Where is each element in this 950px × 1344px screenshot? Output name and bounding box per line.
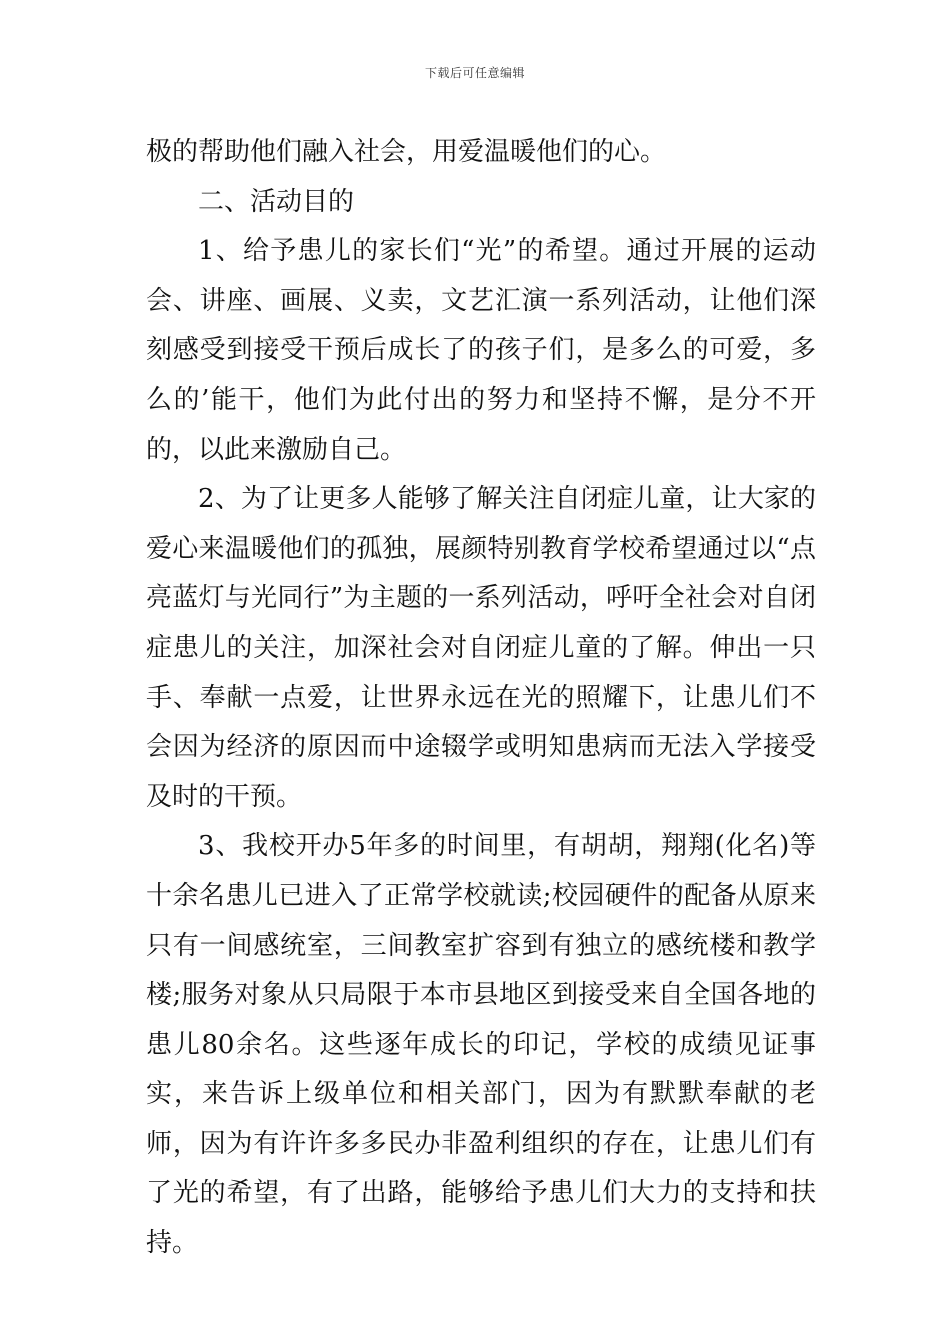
paragraph-goal-1: 1、给予患儿的家长们“光”的希望。通过开展的运动会、讲座、画展、义卖，文艺汇演一系列活动，让他们深刻感受到接受干预后成长了的孩子们，是多么的可爱，多么的’能干，他们为此付出的努力和坚持不懈，是分不开的，以此来激励自己。 <box>146 236 816 465</box>
paragraph-continuation: 极的帮助他们融入社会，用爱温暖他们的心。 <box>146 137 667 167</box>
document-body <box>146 128 816 1269</box>
paragraph-goal-3: 3、我校开办5年多的时间里，有胡胡，翔翔(化名)等十余名患儿已进入了正常学校就读;校园硬件的配备从原来只有一间感统室，三间教室扩容到有独立的感统楼和教学楼;服务对象从只局限于本市县地区到接受来自全国各地的患儿80余名。这些逐年成长的印记，学校的成绩见证事实，来告诉上级单位和相关部门，因为有默默奉献的老师，因为有许许多多民办非盈利组织的存在，让患儿们有了光的希望，有了出路，能够给予患儿们大力的支持和扶持。 <box>146 831 816 1259</box>
section-heading-activity-goals: 二、活动目的 <box>198 186 355 217</box>
paragraph-goal-2: 2、为了让更多人能够了解关注自闭症儿童，让大家的爱心来温暖他们的孤独，展颜特别教育学校希望通过以“点亮蓝灯与光同行”为主题的一系列活动，呼吁全社会对自闭症患儿的关注，加深社会对自闭症儿童的了解。伸出一只手、奉献一点爱，让世界永远在光的照耀下，让患儿们不会因为经济的原因而中途辍学或明知患病而无法入学接受及时的干预。 <box>146 484 816 812</box>
page-header-note: 下载后可任意编辑 <box>424 66 525 80</box>
